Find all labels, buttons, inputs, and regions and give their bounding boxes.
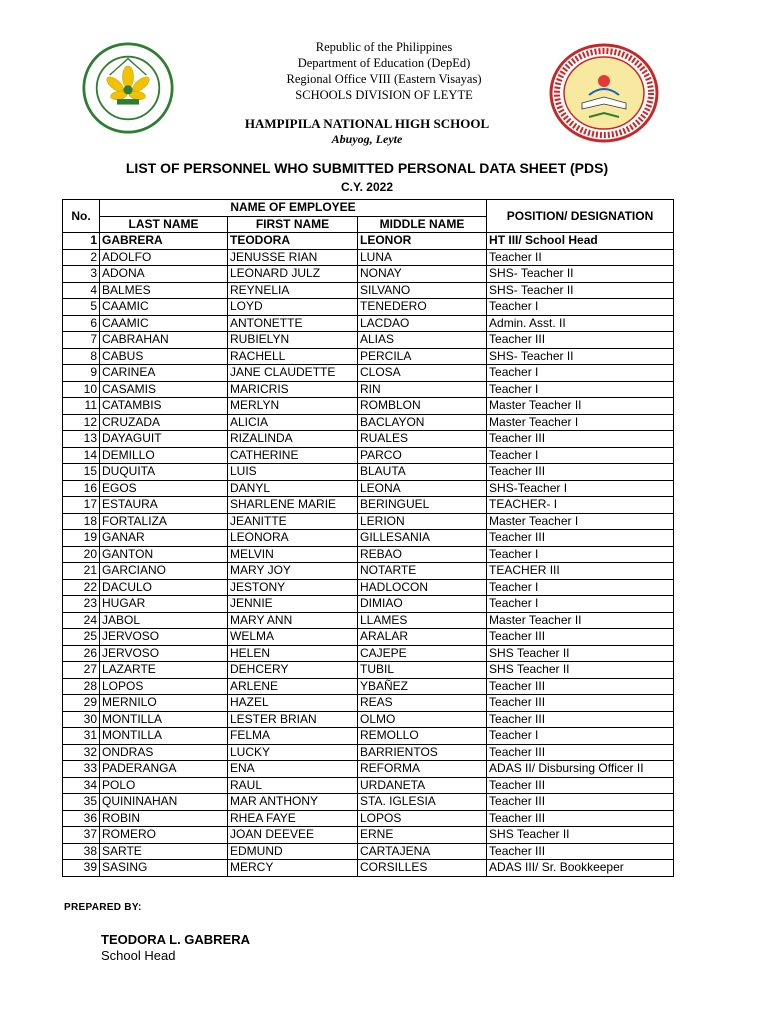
cell-first-name: JENNIE	[228, 596, 358, 613]
cell-position: Teacher I	[487, 447, 674, 464]
document-title: LIST OF PERSONNEL WHO SUBMITTED PERSONAL DATA SHEET (PDS)	[125, 160, 609, 176]
cell-position: ADAS II/ Disbursing Officer II	[487, 761, 674, 778]
table-row	[63, 315, 674, 332]
cell-no: 29	[63, 695, 100, 712]
cell-last-name: CRUZADA	[100, 414, 228, 431]
cell-position: Teacher III	[487, 464, 674, 481]
personnel-table	[62, 199, 674, 877]
cell-last-name: GANTON	[100, 546, 228, 563]
table-row	[63, 695, 674, 712]
cell-position: SHS Teacher II	[487, 827, 674, 844]
cell-middle-name: STA. IGLESIA	[358, 794, 487, 811]
cell-first-name: FELMA	[228, 728, 358, 745]
header-line: Department of Education (DepEd)	[297, 56, 471, 70]
cell-middle-name: BACLAYON	[358, 414, 487, 431]
cell-no: 10	[63, 381, 100, 398]
prepared-by-label: PREPARED BY:	[64, 902, 142, 913]
cell-no: 3	[63, 266, 100, 283]
cell-first-name: TEODORA	[228, 233, 358, 250]
table-row	[63, 266, 674, 283]
cell-no: 30	[63, 711, 100, 728]
cell-first-name: ALICIA	[228, 414, 358, 431]
cell-no: 25	[63, 629, 100, 646]
cell-no: 9	[63, 365, 100, 382]
school-name: HAMPIPILA NATIONAL HIGH SCHOOL	[244, 116, 490, 131]
cell-first-name: MARY ANN	[228, 612, 358, 629]
cell-position: SHS Teacher II	[487, 662, 674, 679]
cell-first-name: HELEN	[228, 645, 358, 662]
cell-position: Teacher I	[487, 546, 674, 563]
cell-first-name: HAZEL	[228, 695, 358, 712]
personnel-table-body	[63, 233, 674, 877]
cell-middle-name: TENEDERO	[358, 299, 487, 316]
table-row	[63, 810, 674, 827]
cell-last-name: JERVOSO	[100, 629, 228, 646]
table-row	[63, 233, 674, 250]
cell-position: HT III/ School Head	[487, 233, 674, 250]
cell-no: 15	[63, 464, 100, 481]
cell-position: Teacher III	[487, 678, 674, 695]
table-row	[63, 761, 674, 778]
cell-no: 16	[63, 480, 100, 497]
cell-last-name: DAYAGUIT	[100, 431, 228, 448]
cell-first-name: RAUL	[228, 777, 358, 794]
cell-middle-name: ERNE	[358, 827, 487, 844]
cell-first-name: LOYD	[228, 299, 358, 316]
cell-no: 38	[63, 843, 100, 860]
cell-last-name: ADONA	[100, 266, 228, 283]
cell-middle-name: LEONOR	[358, 233, 487, 250]
cell-position: Teacher II	[487, 249, 674, 266]
cell-first-name: ENA	[228, 761, 358, 778]
cell-middle-name: PARCO	[358, 447, 487, 464]
cell-first-name: JENUSSE RIAN	[228, 249, 358, 266]
cell-first-name: LUCKY	[228, 744, 358, 761]
cell-first-name: RHEA FAYE	[228, 810, 358, 827]
cell-middle-name: ARALAR	[358, 629, 487, 646]
cell-position: Master Teacher I	[487, 513, 674, 530]
cell-position: Master Teacher II	[487, 398, 674, 415]
cell-position: TEACHER- I	[487, 497, 674, 514]
cell-position: Teacher I	[487, 579, 674, 596]
cell-no: 19	[63, 530, 100, 547]
cell-middle-name: DIMIAO	[358, 596, 487, 613]
table-row	[63, 365, 674, 382]
cell-no: 5	[63, 299, 100, 316]
cell-first-name: RACHELL	[228, 348, 358, 365]
cell-middle-name: CLOSA	[358, 365, 487, 382]
table-row	[63, 431, 674, 448]
cell-first-name: EDMUND	[228, 843, 358, 860]
table-row	[63, 711, 674, 728]
cell-no: 17	[63, 497, 100, 514]
cell-middle-name: TUBIL	[358, 662, 487, 679]
cell-middle-name: BLAUTA	[358, 464, 487, 481]
table-row	[63, 447, 674, 464]
cell-no: 18	[63, 513, 100, 530]
table-row	[63, 249, 674, 266]
cell-last-name: ESTAURA	[100, 497, 228, 514]
cell-middle-name: BARRIENTOS	[358, 744, 487, 761]
table-row	[63, 563, 674, 580]
cell-first-name: MELVIN	[228, 546, 358, 563]
table-row	[63, 645, 674, 662]
table-row	[63, 827, 674, 844]
cell-no: 13	[63, 431, 100, 448]
table-row	[63, 546, 674, 563]
cell-middle-name: CAJEPE	[358, 645, 487, 662]
cell-no: 14	[63, 447, 100, 464]
header-line: Republic of the Philippines	[315, 40, 453, 54]
cell-no: 32	[63, 744, 100, 761]
table-row	[63, 777, 674, 794]
cell-first-name: ANTONETTE	[228, 315, 358, 332]
signer-position: School Head	[101, 948, 176, 963]
cell-last-name: MERNILO	[100, 695, 228, 712]
table-row	[63, 398, 674, 415]
cell-position: Teacher III	[487, 695, 674, 712]
cell-last-name: HUGAR	[100, 596, 228, 613]
cell-no: 11	[63, 398, 100, 415]
cell-middle-name: LEONA	[358, 480, 487, 497]
cell-last-name: JERVOSO	[100, 645, 228, 662]
cell-last-name: GANAR	[100, 530, 228, 547]
table-row	[63, 629, 674, 646]
cell-middle-name: HADLOCON	[358, 579, 487, 596]
cell-first-name: MARY JOY	[228, 563, 358, 580]
cell-no: 20	[63, 546, 100, 563]
cell-middle-name: CORSILLES	[358, 860, 487, 877]
cell-position: Master Teacher I	[487, 414, 674, 431]
cell-last-name: DUQUITA	[100, 464, 228, 481]
cell-last-name: PADERANGA	[100, 761, 228, 778]
cell-first-name: SHARLENE MARIE	[228, 497, 358, 514]
table-row	[63, 332, 674, 349]
cell-last-name: EGOS	[100, 480, 228, 497]
table-row	[63, 860, 674, 877]
cell-first-name: LUIS	[228, 464, 358, 481]
table-row	[63, 414, 674, 431]
cell-no: 2	[63, 249, 100, 266]
table-row	[63, 299, 674, 316]
table-row	[63, 530, 674, 547]
cell-last-name: CABUS	[100, 348, 228, 365]
cell-last-name: QUININAHAN	[100, 794, 228, 811]
cell-first-name: MAR ANTHONY	[228, 794, 358, 811]
cell-middle-name: REMOLLO	[358, 728, 487, 745]
cell-last-name: SASING	[100, 860, 228, 877]
cell-middle-name: ALIAS	[358, 332, 487, 349]
cell-no: 34	[63, 777, 100, 794]
cell-no: 23	[63, 596, 100, 613]
school-location: Abuyog, Leyte	[331, 132, 403, 146]
cell-last-name: CASAMIS	[100, 381, 228, 398]
cell-position: TEACHER III	[487, 563, 674, 580]
table-row	[63, 662, 674, 679]
table-row	[63, 480, 674, 497]
cell-last-name: LAZARTE	[100, 662, 228, 679]
cell-middle-name: OLMO	[358, 711, 487, 728]
table-row	[63, 596, 674, 613]
cell-middle-name: ROMBLON	[358, 398, 487, 415]
cell-middle-name: GILLESANIA	[358, 530, 487, 547]
header-first-name: FIRST NAME	[228, 216, 358, 233]
cell-no: 33	[63, 761, 100, 778]
cell-position: Teacher III	[487, 843, 674, 860]
cell-position: Teacher III	[487, 629, 674, 646]
cell-no: 37	[63, 827, 100, 844]
cell-first-name: JESTONY	[228, 579, 358, 596]
cell-position: Teacher III	[487, 332, 674, 349]
cell-position: Teacher III	[487, 431, 674, 448]
cell-middle-name: BERINGUEL	[358, 497, 487, 514]
cell-middle-name: RIN	[358, 381, 487, 398]
cell-middle-name: PERCILA	[358, 348, 487, 365]
header-middle-name: MIDDLE NAME	[358, 216, 487, 233]
cell-position: Teacher I	[487, 365, 674, 382]
cell-first-name: WELMA	[228, 629, 358, 646]
cell-last-name: ADOLFO	[100, 249, 228, 266]
table-row	[63, 728, 674, 745]
cell-last-name: ONDRAS	[100, 744, 228, 761]
signer-name: TEODORA L. GABRERA	[101, 932, 251, 947]
cell-middle-name: LUNA	[358, 249, 487, 266]
cell-position: Admin. Asst. II	[487, 315, 674, 332]
cell-first-name: RUBIELYN	[228, 332, 358, 349]
cell-middle-name: LOPOS	[358, 810, 487, 827]
cell-last-name: LOPOS	[100, 678, 228, 695]
cell-last-name: CABRAHAN	[100, 332, 228, 349]
cell-position: SHS-Teacher I	[487, 480, 674, 497]
table-row	[63, 282, 674, 299]
cell-last-name: BALMES	[100, 282, 228, 299]
table-row	[63, 381, 674, 398]
cell-no: 7	[63, 332, 100, 349]
cell-middle-name: LACDAO	[358, 315, 487, 332]
cell-first-name: JEANITTE	[228, 513, 358, 530]
cell-first-name: LEONORA	[228, 530, 358, 547]
cell-position: Teacher III	[487, 810, 674, 827]
cell-position: SHS- Teacher II	[487, 348, 674, 365]
cell-position: ADAS III/ Sr. Bookkeeper	[487, 860, 674, 877]
table-row	[63, 612, 674, 629]
table-row	[63, 497, 674, 514]
cell-no: 24	[63, 612, 100, 629]
cell-first-name: LESTER BRIAN	[228, 711, 358, 728]
cell-no: 27	[63, 662, 100, 679]
cell-last-name: CAAMIC	[100, 315, 228, 332]
cell-middle-name: SILVANO	[358, 282, 487, 299]
cell-position: Teacher I	[487, 381, 674, 398]
cell-middle-name: YBAÑEZ	[358, 678, 487, 695]
cell-no: 39	[63, 860, 100, 877]
cell-no: 35	[63, 794, 100, 811]
cell-position: Teacher III	[487, 777, 674, 794]
cell-no: 26	[63, 645, 100, 662]
cell-first-name: JOAN DEEVEE	[228, 827, 358, 844]
cell-middle-name: REAS	[358, 695, 487, 712]
cell-no: 21	[63, 563, 100, 580]
cell-first-name: MERCY	[228, 860, 358, 877]
cell-middle-name: NOTARTE	[358, 563, 487, 580]
table-row	[63, 348, 674, 365]
cell-last-name: CATAMBIS	[100, 398, 228, 415]
cell-last-name: CAAMIC	[100, 299, 228, 316]
cell-no: 1	[63, 233, 100, 250]
cell-last-name: JABOL	[100, 612, 228, 629]
header-lines	[0, 39, 768, 103]
cell-position: Teacher I	[487, 299, 674, 316]
cell-no: 8	[63, 348, 100, 365]
table-row	[63, 579, 674, 596]
cell-no: 36	[63, 810, 100, 827]
table-row	[63, 843, 674, 860]
cell-position: Teacher III	[487, 794, 674, 811]
cell-last-name: MONTILLA	[100, 711, 228, 728]
cell-no: 12	[63, 414, 100, 431]
header-last-name: LAST NAME	[100, 216, 228, 233]
cell-last-name: FORTALIZA	[100, 513, 228, 530]
cell-position: SHS Teacher II	[487, 645, 674, 662]
cell-last-name: ROMERO	[100, 827, 228, 844]
cell-no: 4	[63, 282, 100, 299]
header-line: Regional Office VIII (Eastern Visayas)	[286, 72, 482, 86]
cell-middle-name: RUALES	[358, 431, 487, 448]
table-row	[63, 744, 674, 761]
cell-position: SHS- Teacher II	[487, 266, 674, 283]
header-name-of-employee: NAME OF EMPLOYEE	[100, 200, 487, 217]
cell-position: Teacher III	[487, 744, 674, 761]
cell-last-name: SARTE	[100, 843, 228, 860]
cell-middle-name: REFORMA	[358, 761, 487, 778]
cell-no: 28	[63, 678, 100, 695]
cell-first-name: ARLENE	[228, 678, 358, 695]
cell-first-name: MERLYN	[228, 398, 358, 415]
cell-middle-name: REBAO	[358, 546, 487, 563]
cell-no: 6	[63, 315, 100, 332]
cell-last-name: ROBIN	[100, 810, 228, 827]
cell-position: Teacher I	[487, 728, 674, 745]
cell-last-name: DEMILLO	[100, 447, 228, 464]
cell-middle-name: LLAMES	[358, 612, 487, 629]
table-row	[63, 464, 674, 481]
cell-last-name: DACULO	[100, 579, 228, 596]
cell-first-name: REYNELIA	[228, 282, 358, 299]
cell-first-name: LEONARD JULZ	[228, 266, 358, 283]
cell-first-name: JANE CLAUDETTE	[228, 365, 358, 382]
cell-first-name: DANYL	[228, 480, 358, 497]
cell-middle-name: CARTAJENA	[358, 843, 487, 860]
cell-last-name: CARINEA	[100, 365, 228, 382]
document-year: C.Y. 2022	[340, 180, 394, 194]
cell-first-name: DEHCERY	[228, 662, 358, 679]
cell-last-name: GARCIANO	[100, 563, 228, 580]
cell-position: Teacher III	[487, 711, 674, 728]
cell-first-name: RIZALINDA	[228, 431, 358, 448]
table-row	[63, 794, 674, 811]
cell-position: SHS- Teacher II	[487, 282, 674, 299]
cell-position: Master Teacher II	[487, 612, 674, 629]
cell-position: Teacher III	[487, 530, 674, 547]
cell-middle-name: NONAY	[358, 266, 487, 283]
cell-middle-name: LERION	[358, 513, 487, 530]
cell-middle-name: URDANETA	[358, 777, 487, 794]
cell-last-name: POLO	[100, 777, 228, 794]
header-position: POSITION/ DESIGNATION	[487, 200, 674, 233]
cell-first-name: CATHERINE	[228, 447, 358, 464]
header-line: SCHOOLS DIVISION OF LEYTE	[295, 88, 473, 102]
cell-no: 22	[63, 579, 100, 596]
cell-position: Teacher I	[487, 596, 674, 613]
table-row	[63, 678, 674, 695]
cell-last-name: GABRERA	[100, 233, 228, 250]
cell-last-name: MONTILLA	[100, 728, 228, 745]
cell-no: 31	[63, 728, 100, 745]
cell-first-name: MARICRIS	[228, 381, 358, 398]
table-row	[63, 513, 674, 530]
header-no: No.	[63, 200, 100, 233]
